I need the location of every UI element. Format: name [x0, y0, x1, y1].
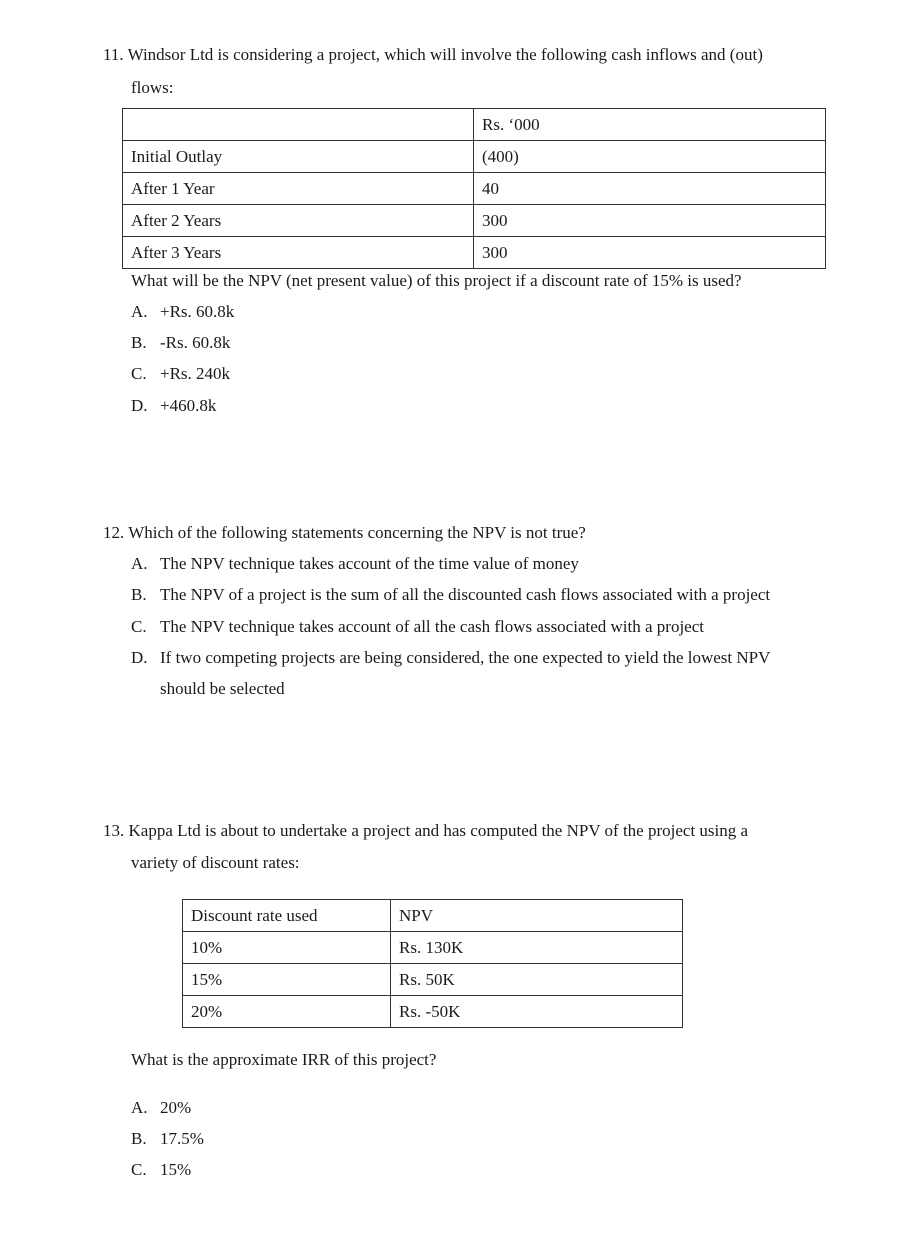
option-text: The NPV of a project is the sum of all the discounted cash flows associated with a project: [160, 585, 771, 604]
table-row: [183, 964, 683, 996]
q13-question: What is the approximate IRR of this project?: [131, 1050, 437, 1069]
q13-text-line1: Kappa Ltd is about to undertake a project and has computed the NPV of the project using a: [128, 821, 749, 840]
option-letter: D.: [131, 396, 148, 415]
q11-option-d: [131, 396, 216, 416]
q11-question: What will be the NPV (net present value) of this project if a discount rate of 15% is used?: [131, 271, 742, 290]
option-text: +Rs. 60.8k: [160, 302, 235, 321]
option-text: +Rs. 240k: [160, 364, 231, 383]
option-letter: D.: [131, 648, 148, 667]
table-row: [183, 900, 683, 932]
q12-option-a: [131, 554, 579, 574]
q12-number: 12.: [103, 523, 125, 542]
q11-cashflow-table: [122, 108, 826, 269]
q11-option-b: [131, 333, 230, 353]
option-letter: B.: [131, 333, 147, 352]
table-row: [123, 237, 826, 269]
q11-text-line2: flows:: [131, 78, 174, 97]
q12-option-d-continued: should be selected: [160, 679, 285, 698]
table-header-cell: NPV: [391, 900, 683, 932]
option-letter: A.: [131, 302, 148, 321]
option-text: -Rs. 60.8k: [160, 333, 231, 352]
q11-number: 11.: [103, 45, 124, 64]
table-row: [123, 109, 826, 141]
option-text: +460.8k: [160, 396, 217, 415]
option-text: 17.5%: [160, 1129, 204, 1148]
option-letter: A.: [131, 554, 148, 573]
table-cell: Rs. 50K: [391, 964, 683, 996]
option-text: The NPV technique takes account of the time value of money: [160, 554, 579, 573]
table-cell: 20%: [183, 996, 391, 1028]
option-letter: B.: [131, 585, 147, 604]
q13-irr-table: [182, 899, 683, 1028]
q13-text-line2: variety of discount rates:: [131, 853, 300, 872]
q13-heading: [103, 821, 748, 841]
q11-option-a: [131, 302, 234, 322]
q13-option-b: [131, 1129, 204, 1149]
table-cell: Rs. -50K: [391, 996, 683, 1028]
table-row: [123, 205, 826, 237]
option-letter: B.: [131, 1129, 147, 1148]
table-row: [123, 173, 826, 205]
option-text: 20%: [160, 1098, 192, 1117]
q11-option-c: [131, 364, 230, 384]
table-row: [183, 996, 683, 1028]
table-cell: (400): [474, 141, 826, 173]
table-header-cell: Rs. ‘000: [474, 109, 826, 141]
option-text: The NPV technique takes account of all the cash flows associated with a project: [160, 617, 704, 636]
q11-text-line1: Windsor Ltd is considering a project, which will involve the following cash inflows and (out): [127, 45, 763, 64]
option-text: If two competing projects are being considered, the one expected to yield the lowest NPV: [160, 648, 771, 667]
option-letter: C.: [131, 364, 147, 383]
q12-option-d: [131, 648, 770, 668]
table-cell: After 2 Years: [123, 205, 474, 237]
q11-heading: [103, 45, 763, 65]
q12-option-c: [131, 617, 704, 637]
table-cell: Rs. 130K: [391, 932, 683, 964]
table-cell: 300: [474, 205, 826, 237]
table-cell: Initial Outlay: [123, 141, 474, 173]
q13-number: 13.: [103, 821, 125, 840]
q12-heading: [103, 523, 586, 543]
option-text: 15%: [160, 1160, 192, 1179]
table-row: [183, 932, 683, 964]
table-header-cell: [123, 109, 474, 141]
table-cell: 300: [474, 237, 826, 269]
q13-option-c: [131, 1160, 191, 1180]
q12-option-b: [131, 585, 770, 605]
table-cell: 40: [474, 173, 826, 205]
option-letter: C.: [131, 617, 147, 636]
option-letter: A.: [131, 1098, 148, 1117]
table-cell: After 3 Years: [123, 237, 474, 269]
table-cell: 10%: [183, 932, 391, 964]
table-row: [123, 141, 826, 173]
table-header-cell: Discount rate used: [183, 900, 391, 932]
q12-text: Which of the following statements concerning the NPV is not true?: [128, 523, 586, 542]
table-cell: After 1 Year: [123, 173, 474, 205]
q13-option-a: [131, 1098, 191, 1118]
option-letter: C.: [131, 1160, 147, 1179]
table-cell: 15%: [183, 964, 391, 996]
